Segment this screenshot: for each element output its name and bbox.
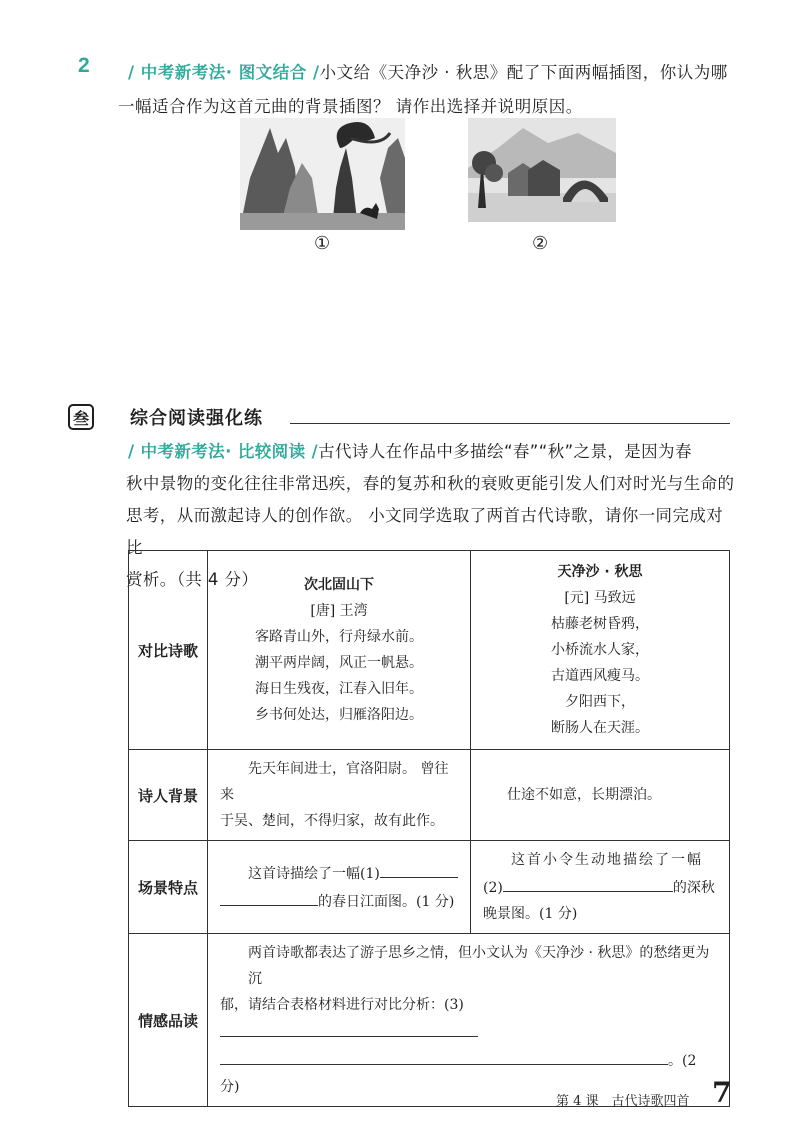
poet-2-background: 仕途不如意，长期漂泊。: [471, 750, 730, 841]
row-header-emotion: 情感品读: [129, 934, 208, 1107]
emotion-text-c: 。(2 分): [220, 1053, 697, 1095]
comparison-table: [128, 550, 730, 1107]
scene-2-text-a: 这首小令生动地描绘了一幅: [511, 852, 703, 868]
question-3-line4: 赏析。（共 4 分）: [126, 570, 259, 589]
row-header-poems: 对比诗歌: [129, 551, 208, 750]
page-number: 7: [712, 1076, 732, 1109]
answer-blank-3[interactable]: [220, 1018, 478, 1037]
question-3-tag: / 中考新考法· 比较阅读 /: [128, 442, 319, 461]
emotion-text-b: 郁，请结合表格材料进行对比分析：(3): [220, 997, 464, 1013]
scene-2-text-d: 晚景图。(1 分): [483, 906, 578, 922]
section-number-icon: 叁: [68, 404, 94, 430]
row-header-background: 诗人背景: [129, 750, 208, 841]
poem-1-author: [唐] 王湾: [310, 603, 368, 619]
footer-lesson-title: 第 4 课 古代诗歌四首: [556, 1094, 690, 1109]
poem-2-title: 天净沙 · 秋思: [557, 564, 643, 580]
question-text-line2: 一幅适合作为这首元曲的背景插图？ 请作出选择并说明原因。: [118, 97, 583, 116]
scene-2: [471, 841, 730, 934]
scene-2-text-b: (2): [483, 880, 503, 896]
poem-2-line: 枯藤老树昏鸦，: [551, 616, 649, 632]
poem-2: [471, 551, 730, 750]
table-row-background: [129, 750, 730, 841]
emotion-text-a: 两首诗歌都表达了游子思乡之情，但小文认为《天净沙 · 秋思》的愁绪更为沉: [248, 945, 710, 987]
question-3-line2: 秋中景物的变化往往非常迅疾，春的复苏和秋的衰败更能引发人们对时光与生命的: [126, 474, 735, 493]
poet-1-background-line2: 于吴、楚间，不得归家，故有此作。: [220, 813, 444, 829]
answer-blank-3-cont[interactable]: [220, 1046, 668, 1065]
poem-2-line: 小桥流水人家，: [551, 642, 649, 658]
emotion-analysis: [208, 934, 730, 1107]
caption-1: ①: [314, 233, 331, 254]
question-tag: / 中考新考法· 图文结合 /: [128, 63, 320, 82]
scene-1-text-b: 的春日江面图。(1 分): [318, 894, 455, 910]
answer-blank-1[interactable]: [380, 859, 458, 878]
poem-1-line: 客路青山外，行舟绿水前。: [255, 629, 423, 645]
table-row-emotion: [129, 934, 730, 1107]
scene-2-text-c: 的深秋: [672, 880, 715, 896]
poem-2-line: 断肠人在天涯。: [551, 720, 649, 736]
question-number: 2: [78, 54, 90, 77]
landscape-illustration-1: [240, 118, 405, 230]
scene-1-text-a: 这首诗描绘了一幅(1): [248, 866, 380, 882]
poem-2-line: 古道西风瘦马。: [551, 668, 649, 684]
poem-2-author: [元] 马致远: [564, 590, 636, 606]
poem-1-title: 次北固山下: [304, 577, 374, 593]
poem-2-line: 夕阳西下，: [565, 694, 635, 710]
landscape-illustration-2: [468, 118, 616, 222]
question-2-text: [118, 56, 748, 124]
caption-2: ②: [532, 233, 549, 254]
question-3-line3: 思考，从而激起诗人的创作欲。 小文同学选取了两首古代诗歌，请你一同完成对比: [126, 506, 724, 557]
section-title: 综合阅读强化练: [130, 408, 263, 429]
section-divider: [290, 423, 730, 424]
poem-1-line: 潮平两岸阔，风正一帆悬。: [255, 655, 423, 671]
question-3-line1: 古代诗人在作品中多描绘“春”“秋”之景，是因为春: [318, 442, 692, 461]
poet-1-background-line1: 先天年间进士，官洛阳尉。 曾往来: [220, 761, 449, 803]
table-row-poems: [129, 551, 730, 750]
question-text-line1: 小文给《天净沙 · 秋思》配了下面两幅插图，你认为哪: [319, 63, 728, 82]
poem-1: [208, 551, 471, 750]
poet-1-background: [208, 750, 471, 841]
answer-blank-2[interactable]: [503, 873, 673, 892]
scene-1: [208, 841, 471, 934]
poem-1-line: 海日生残夜，江春入旧年。: [255, 681, 423, 697]
row-header-scene: 场景特点: [129, 841, 208, 934]
answer-blank-1-cont[interactable]: [220, 887, 318, 906]
table-row-scene: [129, 841, 730, 934]
poem-1-line: 乡书何处达，归雁洛阳边。: [255, 707, 423, 723]
